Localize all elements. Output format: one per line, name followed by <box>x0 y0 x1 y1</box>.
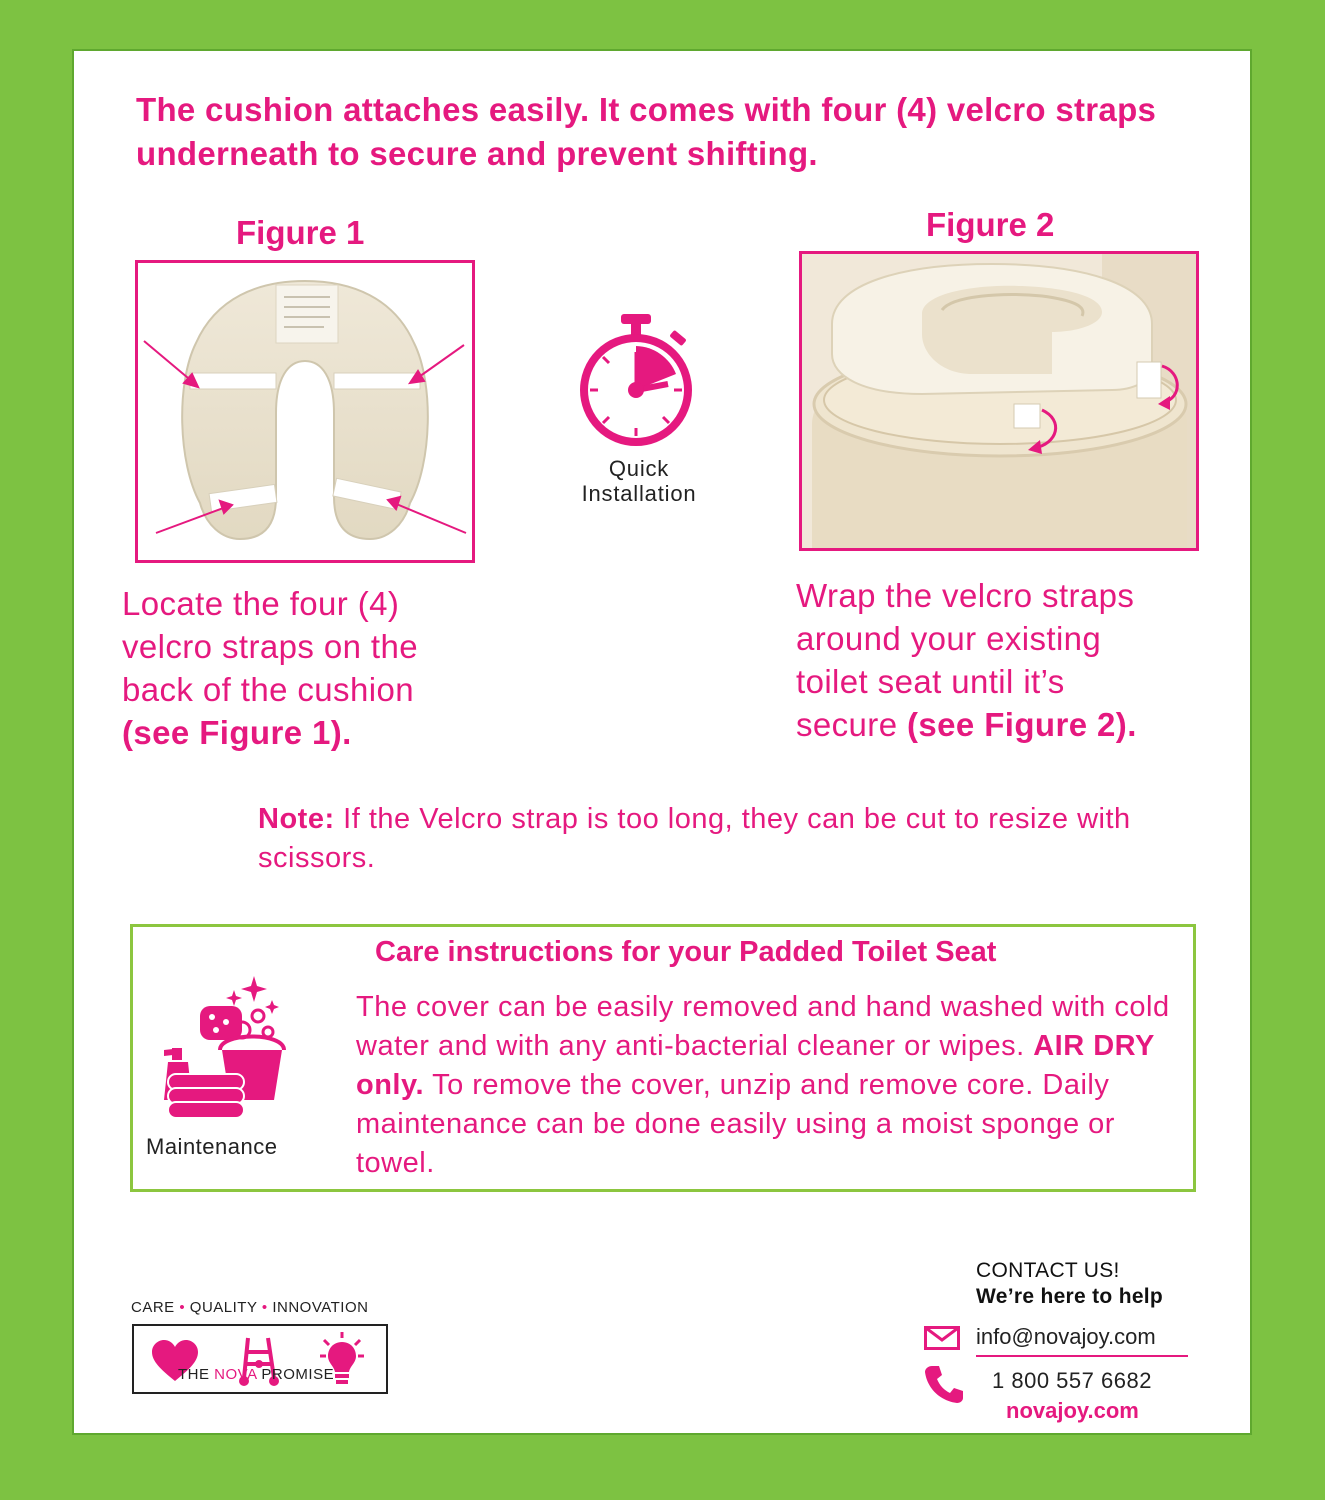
headline: The cushion attaches easily. It comes with four (4) velcro straps underneath to secure and prevent shifting. <box>136 91 1157 172</box>
contact-heading: CONTACT US! We’re here to help <box>976 1259 1164 1308</box>
care-text: The cover can be easily removed and hand washed with cold water and with any anti-bacterial cleaner or wipes. AIR DRY only. To remove the cover, unzip and remove core. Daily maintenance can be done easily using a moist sponge or towel. <box>356 991 1170 1179</box>
care-title: Care instructions for your Padded Toilet Seat <box>375 936 997 968</box>
figure1-title: Figure 1 <box>236 214 365 251</box>
contact-website[interactable]: novajoy.com <box>1006 1398 1139 1423</box>
figure1-image <box>135 260 475 563</box>
promise-tagline: THE NOVA PROMISE <box>178 1366 335 1383</box>
contact-phone[interactable]: 1 800 557 6682 <box>992 1368 1152 1393</box>
promise-values: CARE • QUALITY • INNOVATION <box>131 1299 369 1316</box>
maintenance-label: Maintenance <box>146 1134 278 1159</box>
figure2-description: Wrap the velcro straps around your existing toilet seat until it’s secure (see Figure 2). <box>796 577 1137 743</box>
contact-email[interactable]: info@novajoy.com <box>976 1324 1156 1349</box>
contact-divider <box>976 1355 1188 1357</box>
figure2-title: Figure 2 <box>926 206 1055 243</box>
stopwatch-icon <box>578 312 698 452</box>
figure1-description: Locate the four (4) velcro straps on the back of the cushion (see Figure 1). <box>122 585 418 751</box>
maintenance-icon <box>158 970 308 1130</box>
figure2-image <box>799 251 1199 551</box>
phone-icon <box>924 1364 964 1404</box>
promise-icons-box <box>132 1324 388 1394</box>
note-text: Note: If the Velcro strap is too long, they can be cut to resize with scissors. <box>258 803 1131 874</box>
envelope-icon <box>924 1326 960 1350</box>
quick-installation-label: Quick Installation <box>581 456 697 506</box>
